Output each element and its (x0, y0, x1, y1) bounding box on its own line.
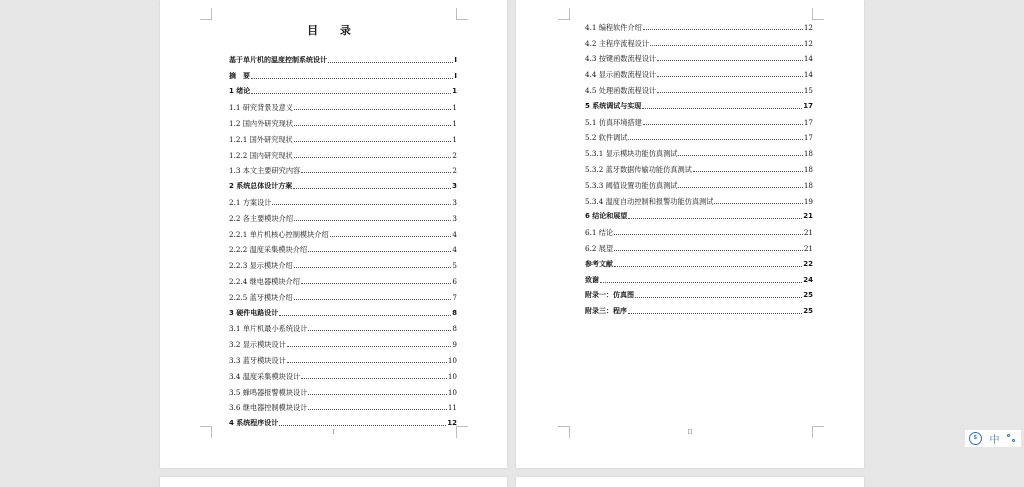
toc-entry[interactable] (229, 365, 457, 381)
toc-leader-dots (330, 236, 452, 237)
toc-entry[interactable] (585, 79, 813, 95)
document-page-3 (160, 477, 507, 487)
document-page-1 (160, 0, 507, 468)
toc-entry-label: 2 系统总体设计方案 (229, 182, 293, 191)
corner-mark (456, 8, 468, 20)
toc-leader-dots (614, 234, 803, 235)
toc-entry-label: 摘 要 (229, 71, 250, 80)
toc-entry[interactable] (229, 65, 457, 81)
toc-entry[interactable] (229, 239, 457, 255)
toc-entry-page: 1 (452, 134, 457, 144)
toc-leader-dots (251, 93, 451, 94)
toc-entry-page: 3 (452, 182, 457, 191)
toc-leader-dots (628, 313, 802, 314)
toc-entry-page: 25 (803, 291, 813, 300)
toc-entry[interactable] (229, 333, 457, 349)
toc-leader-dots (279, 425, 446, 426)
toc-leader-dots (628, 218, 802, 219)
toc-entry-label: 3.6 继电器控制模块设计 (229, 403, 308, 413)
toc-entry[interactable] (585, 111, 813, 127)
toc-entry-page: 6 (452, 276, 457, 286)
toc-entry-label: 4.5 处理函数流程设计 (585, 85, 657, 95)
toc-entry-label: 2.2.5 蓝牙模块介绍 (229, 292, 293, 302)
toc-entry-label: 4.4 显示函数流程设计 (585, 70, 657, 80)
toc-leader-dots (635, 297, 802, 298)
toc-entry-label: 参考文献 (585, 259, 613, 268)
toc-entry-page: 17 (803, 101, 813, 110)
toc-entry[interactable] (229, 191, 457, 207)
toc-entry[interactable] (585, 269, 813, 285)
toc-entry[interactable] (229, 286, 457, 302)
toc-entry-label: 2.2.3 显示模块介绍 (229, 261, 293, 271)
toc-entry-label: 3 硬件电路设计 (229, 308, 279, 317)
toc-entry-page: 19 (803, 196, 813, 206)
toc-entry-page: 12 (803, 22, 813, 32)
ime-toolbar[interactable] (965, 430, 1021, 447)
toc-entry-page: 4 (452, 229, 457, 239)
corner-mark (558, 8, 570, 20)
toc-leader-dots (293, 188, 451, 189)
toc-entry-label: 1.2 国内外研究现状 (229, 118, 294, 128)
toc-leader-dots (614, 266, 802, 267)
toc-entry-label: 3.2 显示模块设计 (229, 340, 286, 350)
toc-leader-dots (251, 78, 453, 79)
toc-entry[interactable] (585, 253, 813, 269)
toc-entry[interactable] (229, 302, 457, 318)
toc-entry-label: 基于单片机的温度控制系统设计 (229, 55, 327, 64)
toc-leader-dots (287, 346, 452, 347)
toc-leader-dots (650, 45, 803, 46)
toc-entry-label: 5.3.3 阈值设置功能仿真测试 (585, 180, 678, 190)
toc-entry-page: 1 (452, 87, 457, 96)
toc-leader-dots (294, 125, 451, 126)
toc-entry[interactable] (229, 175, 457, 191)
toc-entry-label: 6.1 结论 (585, 228, 614, 238)
toc-entry[interactable] (585, 63, 813, 79)
toc-entry[interactable] (585, 142, 813, 158)
toc-entry-page: 25 (803, 307, 813, 316)
toc-leader-dots (294, 220, 451, 221)
toc-leader-dots (678, 187, 802, 188)
toc-entry-label: 附录三：程序 (585, 307, 627, 316)
toc-entry[interactable] (585, 221, 813, 237)
toc-leader-dots (642, 108, 802, 109)
toc-entry-page: 18 (803, 164, 813, 174)
toc-entry[interactable] (585, 95, 813, 111)
corner-mark (200, 8, 212, 20)
toc-entry-label: 3.4 温度采集模块设计 (229, 371, 301, 381)
toc-entry[interactable] (585, 174, 813, 190)
toc-entry-page: I (454, 55, 457, 64)
toc-leader-dots (308, 394, 446, 395)
toc-entry-label: 1 绪论 (229, 87, 251, 96)
toc-entry[interactable] (585, 158, 813, 174)
toc-entry-page: 22 (803, 259, 813, 268)
toc-entry[interactable] (229, 381, 457, 397)
toc-leader-dots (301, 172, 451, 173)
toc-entry-label: 2.2.2 温度采集模块介绍 (229, 245, 308, 255)
toc-entry-page: 4 (452, 245, 457, 255)
toc-entry-label: 附录一：仿真图 (585, 291, 634, 300)
toc-entry-page: 9 (452, 340, 457, 350)
toc-entry[interactable] (585, 237, 813, 253)
toc-leader-dots (657, 60, 803, 61)
toc-leader-dots (294, 109, 451, 110)
toc-entry-label: 3.5 蜂鸣器报警模块设计 (229, 387, 308, 397)
toc-entry-page: 5 (452, 261, 457, 271)
toc-entry[interactable] (585, 48, 813, 64)
document-page-2 (516, 0, 864, 468)
toc-leader-dots (643, 29, 803, 30)
toc-entry-label: 2.2.1 单片机核心控制模块介绍 (229, 229, 329, 239)
toc-entry[interactable] (229, 349, 457, 365)
toc-entry-page: 1 (452, 118, 457, 128)
toc-leader-dots (301, 378, 447, 379)
toc-entry[interactable] (229, 412, 457, 428)
toc-entry[interactable] (585, 285, 813, 301)
toc-entry[interactable] (585, 206, 813, 222)
toc-entry-page: 21 (803, 228, 813, 238)
toc-entry-page: 7 (452, 292, 457, 302)
toc-entry[interactable] (585, 32, 813, 48)
corner-mark (812, 8, 824, 20)
toc-title: 目 录 (307, 24, 360, 37)
toc-entry[interactable] (229, 96, 457, 112)
toc-entry-page: 3 (452, 213, 457, 223)
toc-entry-label: 4.1 编程软件介绍 (585, 22, 642, 32)
toc-entry-label: 2.2 各主要模块介绍 (229, 213, 294, 223)
toc-leader-dots (328, 62, 453, 63)
toc-leader-dots (308, 409, 446, 410)
toc-list-left (229, 49, 457, 428)
toc-entry-page: 21 (803, 243, 813, 253)
toc-entry-page: 10 (447, 371, 457, 381)
toc-leader-dots (272, 204, 451, 205)
toc-entry[interactable] (229, 160, 457, 176)
toc-leader-dots (614, 250, 803, 251)
toc-entry-label: 2.2.4 继电器模块介绍 (229, 276, 300, 286)
toc-leader-dots (308, 251, 451, 252)
toc-entry-label: 5.3.4 温度自动控制和报警功能仿真测试 (585, 196, 714, 206)
toc-leader-dots (287, 362, 447, 363)
toc-entry-page: 12 (447, 419, 457, 428)
toc-entry[interactable] (229, 49, 457, 65)
ime-mode-toggle[interactable]: 中 (989, 435, 1000, 446)
toc-entry-page: 18 (803, 180, 813, 190)
toc-entry-page: 15 (803, 85, 813, 95)
toc-entry-page: 11 (447, 403, 457, 413)
toc-list-right (585, 16, 813, 316)
toc-entry[interactable] (585, 127, 813, 143)
toc-entry-label: 1.3 本文主要研究内容 (229, 166, 301, 176)
toc-entry-page: 14 (803, 70, 813, 80)
toc-entry[interactable] (585, 16, 813, 32)
toc-entry-label: 5 系统调试与实现 (585, 101, 642, 110)
toc-entry-label: 1.2.1 国外研究现状 (229, 134, 293, 144)
page-number: II (687, 429, 693, 436)
toc-leader-dots (657, 92, 803, 93)
toc-entry-label: 3.1 单片机最小系统设计 (229, 324, 308, 334)
toc-entry-page: 3 (452, 197, 457, 207)
toc-entry-label: 5.3.1 显示模块功能仿真测试 (585, 149, 678, 159)
toc-entry-label: 5.3.2 蓝牙数据传输功能仿真测试 (585, 164, 692, 174)
toc-leader-dots (643, 124, 803, 125)
toc-entry[interactable] (229, 254, 457, 270)
toc-entry[interactable] (229, 207, 457, 223)
toc-entry-page: 18 (803, 149, 813, 159)
toc-leader-dots (308, 330, 451, 331)
toc-entry[interactable] (229, 112, 457, 128)
toc-entry-label: 5.2 软件调试 (585, 133, 628, 143)
toc-leader-dots (294, 141, 452, 142)
toc-entry-label: 1.1 研究背景及意义 (229, 103, 294, 113)
toc-entry-page: 2 (452, 166, 457, 176)
toc-entry-label: 致谢 (585, 275, 599, 284)
toc-leader-dots (301, 283, 452, 284)
toc-entry[interactable] (229, 318, 457, 334)
toc-entry-label: 4 系统程序设计 (229, 419, 279, 428)
punctuation-icon[interactable] (1007, 434, 1017, 444)
toc-entry-page: 12 (803, 38, 813, 48)
document-page-4 (516, 477, 864, 487)
toc-leader-dots (600, 282, 802, 283)
toc-entry-page: 10 (447, 355, 457, 365)
toc-entry-label: 6.2 展望 (585, 243, 614, 253)
toc-leader-dots (294, 157, 452, 158)
toc-entry-page: 8 (452, 308, 457, 317)
toc-entry-page: 21 (803, 212, 813, 221)
toc-entry-label: 5.1 仿真环境搭建 (585, 117, 642, 127)
toc-entry[interactable] (229, 397, 457, 413)
toc-entry-page: 2 (452, 150, 457, 160)
toc-entry-page: 17 (803, 117, 813, 127)
toc-entry-label: 4.2 主程序流程设计 (585, 38, 650, 48)
toc-entry[interactable] (585, 190, 813, 206)
toc-entry-label: 1.2.2 国内研究现状 (229, 150, 293, 160)
toc-entry[interactable] (585, 300, 813, 316)
toc-leader-dots (628, 139, 802, 140)
toc-entry-page: 1 (452, 103, 457, 113)
toc-entry-label: 2.1 方案设计 (229, 197, 272, 207)
toc-leader-dots (678, 155, 802, 156)
toc-leader-dots (693, 171, 803, 172)
toc-entry-page: 24 (803, 275, 813, 284)
toc-leader-dots (714, 203, 802, 204)
toc-entry-page: 10 (447, 387, 457, 397)
toc-entry-label: 3.3 蓝牙模块设计 (229, 355, 286, 365)
sogou-logo-icon[interactable]: S (969, 432, 982, 445)
toc-leader-dots (657, 76, 803, 77)
toc-leader-dots (294, 267, 452, 268)
toc-entry-label: 4.3 按键函数流程设计 (585, 54, 657, 64)
toc-entry-page: I (454, 71, 457, 80)
page-number: I (332, 429, 335, 436)
toc-entry-label: 6 结论和展望 (585, 212, 628, 221)
toc-entry[interactable] (229, 270, 457, 286)
toc-entry[interactable] (229, 128, 457, 144)
toc-entry[interactable] (229, 223, 457, 239)
toc-entry[interactable] (229, 144, 457, 160)
toc-leader-dots (294, 299, 452, 300)
toc-entry-page: 8 (452, 324, 457, 334)
toc-entry-page: 14 (803, 54, 813, 64)
toc-entry[interactable] (229, 81, 457, 97)
toc-leader-dots (279, 315, 451, 316)
toc-entry-page: 17 (803, 133, 813, 143)
